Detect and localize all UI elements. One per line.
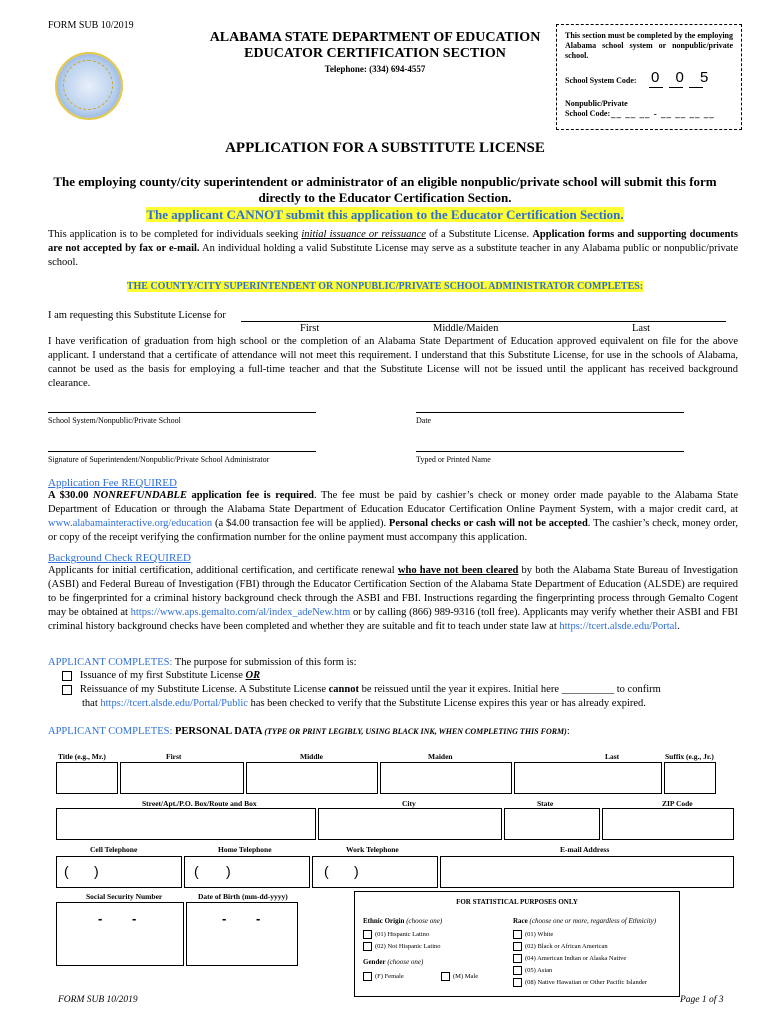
- school-system-code-label: School System Code:: [565, 76, 637, 85]
- ethnic-option: (01) Hispanic Latino: [363, 930, 429, 939]
- home-label: Home Telephone: [218, 845, 272, 854]
- payment-link[interactable]: www.alabamainteractive.org/education: [48, 518, 213, 529]
- typed-name-label: Typed or Printed Name: [416, 455, 491, 464]
- page-title: APPLICATION FOR A SUBSTITUTE LICENSE: [225, 140, 545, 156]
- tcert-portal-link[interactable]: https://tcert.alsde.edu/Portal: [559, 621, 678, 632]
- gender-option: (F) Female: [363, 972, 404, 981]
- first-name-input[interactable]: [120, 762, 244, 794]
- city-input[interactable]: [318, 808, 502, 840]
- digit-underline: [649, 87, 663, 88]
- area-code-paren: (: [64, 863, 69, 879]
- title-label: Title (e.g., Mr.): [58, 752, 106, 761]
- fee-section-title: Application Fee REQUIRED: [48, 477, 177, 489]
- maiden-name-input[interactable]: [380, 762, 512, 794]
- reissuance-option: Reissuance of my Substitute License. A Substitute License cannot be reissued until the year it expires. Initial here __________ to confirm: [62, 684, 742, 695]
- state-label: State: [537, 799, 554, 808]
- race-checkbox[interactable]: [513, 942, 522, 951]
- race-label: Race (choose one or more, regardless of Ethnicity): [513, 917, 657, 925]
- city-label: City: [402, 799, 416, 808]
- header-department: ALABAMA STATE DEPARTMENT OF EDUCATION: [209, 30, 541, 45]
- ethnic-option: (02) Not Hispanic Latino: [363, 942, 441, 951]
- race-checkbox[interactable]: [513, 966, 522, 975]
- last-name-input[interactable]: [514, 762, 662, 794]
- work-phone-input[interactable]: [312, 856, 438, 888]
- header-section: EDUCATOR CERTIFICATION SECTION: [244, 46, 506, 61]
- ssn-label: Social Security Number: [86, 892, 163, 901]
- statistical-title: FOR STATISTICAL PURPOSES ONLY: [456, 898, 578, 906]
- suffix-input[interactable]: [664, 762, 716, 794]
- area-code-paren: ): [354, 863, 359, 879]
- page-number: Page 1 of 3: [680, 995, 724, 1005]
- street-input[interactable]: [56, 808, 316, 840]
- purpose-label: APPLICANT COMPLETES: The purpose for submission of this form is:: [48, 657, 357, 668]
- signature-label: Signature of Superintendent/Nonpublic/Private School Administrator: [48, 455, 270, 464]
- state-input[interactable]: [504, 808, 600, 840]
- date-field[interactable]: [416, 412, 684, 413]
- race-option: (02) Black or African American: [513, 942, 608, 951]
- header-telephone: Telephone: (334) 694-4557: [324, 64, 426, 74]
- intro-instruction: The employing county/city superintendent or administrator of an eligible nonpublic/private school will submit this form directly to the Educator Certification Section.: [53, 174, 717, 205]
- nonpublic-label: Nonpublic/Private School Code:: [565, 99, 628, 118]
- reissuance-checkbox[interactable]: [62, 685, 72, 695]
- applicant-warning: The applicant CANNOT submit this application to the Educator Certification Section.: [146, 207, 624, 222]
- dob-dash: -: [256, 911, 261, 926]
- nonpublic-school-code-field[interactable]: __ __ __ - __ __ __ __: [611, 109, 715, 119]
- race-option: (08) Native Hawaiian or Other Pacific Islander: [513, 978, 647, 987]
- race-checkbox[interactable]: [513, 954, 522, 963]
- name-middle-label: Middle/Maiden: [433, 323, 499, 334]
- school-system-label: School System/Nonpublic/Private School: [48, 416, 181, 425]
- middle-label: Middle: [300, 752, 323, 761]
- gender-option: (M) Male: [441, 972, 478, 981]
- applicant-name-field[interactable]: [241, 321, 726, 322]
- request-label: I am requesting this Substitute License for: [48, 310, 226, 321]
- ethnic-checkbox[interactable]: [363, 942, 372, 951]
- school-system-field[interactable]: [48, 412, 316, 413]
- area-code-paren: (: [324, 863, 329, 879]
- tcert-public-link[interactable]: https://tcert.alsde.edu/Portal/Public: [100, 698, 248, 709]
- email-input[interactable]: [440, 856, 734, 888]
- area-code-paren: ): [226, 863, 231, 879]
- zip-label: ZIP Code: [662, 799, 693, 808]
- background-paragraph: Applicants for initial certification, additional certification, and certificate renewal who have not been cleared by both the Alabama State Bureau of Investigation (ASBI) and Federal Bureau of Investigation (FBI) through the Educator Certification Section of the Alabama State Department of Education (ALSDE) are required to be fingerprinted for a criminal history background check through the ASBI and FBI. Instructions regarding the fingerprinting process through Gemalto Cogent may be obtained at https://www.aps.gemalto.com/al/index_adeNew.htm or by calling (866) 989-9316 (toll free). Applicants may verify whether their ASBI and FBI criminal history background checks have been completed and whether they are suitable and fit to teach under state law at https://tcert.alsde.edu/Portal.: [48, 565, 739, 632]
- dob-input[interactable]: [186, 902, 298, 966]
- verification-paragraph: I have verification of graduation from high school or the completion of an Alabama State Department of Education approved equivalent on file for the above applicant. I understand that a certificate of attendance will not meet this requirement. I understand that this Substitute License, for use in the schools of Alabama, cannot be used as the basis for employing a full-time teacher and that the Substitute License will not be issued until the applicant has received background clearance.: [48, 336, 738, 389]
- ethnic-checkbox[interactable]: [363, 930, 372, 939]
- school-system-code-value[interactable]: 0 0 5: [651, 69, 715, 86]
- reissuance-option-cont: that https://tcert.alsde.edu/Portal/Public has been checked to verify that the Substitute License expires this year or has already expired.: [82, 698, 646, 709]
- maiden-label: Maiden: [428, 752, 453, 761]
- signature-field[interactable]: [48, 451, 316, 452]
- ssn-input[interactable]: [56, 902, 184, 966]
- date-label: Date: [416, 416, 432, 425]
- issuance-checkbox[interactable]: [62, 671, 72, 681]
- email-label: E-mail Address: [560, 845, 610, 854]
- state-seal-icon: [55, 52, 123, 120]
- dob-label: Date of Birth (mm-dd-yyyy): [198, 892, 288, 901]
- footer-form-id: FORM SUB 10/2019: [58, 995, 138, 1005]
- area-code-paren: (: [194, 863, 199, 879]
- personal-data-label: APPLICANT COMPLETES: PERSONAL DATA (TYPE OR PRINT LEGIBLY, USING BLACK INK, WHEN COMPLETING THIS FORM):: [48, 726, 570, 737]
- suffix-label: Suffix (e.g., Jr.): [665, 752, 714, 761]
- name-first-label: First: [300, 323, 320, 334]
- gender-label: Gender (choose one): [363, 958, 424, 966]
- home-phone-input[interactable]: [184, 856, 310, 888]
- ssn-dash: -: [98, 911, 103, 926]
- digit-underline: [669, 87, 683, 88]
- last-label: Last: [605, 752, 620, 761]
- digit-underline: [689, 87, 703, 88]
- admin-section-heading: THE COUNTY/CITY SUPERINTENDENT OR NONPUBLIC/PRIVATE SCHOOL ADMINISTRATOR COMPLETES:: [126, 281, 644, 292]
- statistical-box: [354, 891, 680, 997]
- fee-paragraph: A $30.00 NONREFUNDABLE application fee is required. The fee must be paid by cashier’s check or money order made payable to the Alabama State Department of Education or through the Alabama State Department of Education Educator Certification Online Payment System, with a major credit card, at www.alabamainteractive.org/education (a $4.00 transaction fee will be applied). Personal checks or cash will not be accepted. The cashier’s check, money order, or copy of the receipt verifying the confirmation number for the online payment must accompany this application.: [48, 490, 738, 543]
- work-label: Work Telephone: [346, 845, 399, 854]
- race-checkbox[interactable]: [513, 978, 522, 987]
- school-code-box: [556, 24, 742, 130]
- race-option: (05) Asian: [513, 966, 552, 975]
- middle-name-input[interactable]: [246, 762, 378, 794]
- gender-checkbox[interactable]: [441, 972, 450, 981]
- school-box-note: This section must be completed by the employing Alabama school system or nonpublic/private school.: [565, 31, 733, 60]
- race-option: (01) White: [513, 930, 553, 939]
- first-label: First: [166, 752, 182, 761]
- dob-dash: -: [222, 911, 227, 926]
- name-last-label: Last: [632, 323, 651, 334]
- form-id: FORM SUB 10/2019: [48, 20, 134, 31]
- title-input[interactable]: [56, 762, 118, 794]
- ethnic-origin-label: Ethnic Origin (choose one): [363, 917, 443, 925]
- eligibility-paragraph: This application is to be completed for individuals seeking initial issuance or reissuance of a Substitute License. Application forms and supporting documents are not accepted by fax or e-mail. An individual holding a valid Substitute License may serve as a substitute teacher in any Alabama public or nonpublic/private school.: [48, 229, 738, 268]
- typed-name-field[interactable]: [416, 451, 684, 452]
- ssn-dash: -: [132, 911, 137, 926]
- cell-phone-input[interactable]: [56, 856, 182, 888]
- race-option: (04) American Indian or Alaska Native: [513, 954, 626, 963]
- race-checkbox[interactable]: [513, 930, 522, 939]
- cell-label: Cell Telephone: [90, 845, 138, 854]
- background-section-title: Background Check REQUIRED: [48, 552, 191, 564]
- street-label: Street/Apt./P.O. Box/Route and Box: [142, 799, 257, 808]
- gender-checkbox[interactable]: [363, 972, 372, 981]
- gemalto-link[interactable]: https://www.aps.gemalto.com/al/index_adeNew.htm: [130, 607, 351, 618]
- issuance-option: Issuance of my first Substitute License OR: [62, 670, 260, 681]
- zip-input[interactable]: [602, 808, 734, 840]
- area-code-paren: ): [94, 863, 99, 879]
